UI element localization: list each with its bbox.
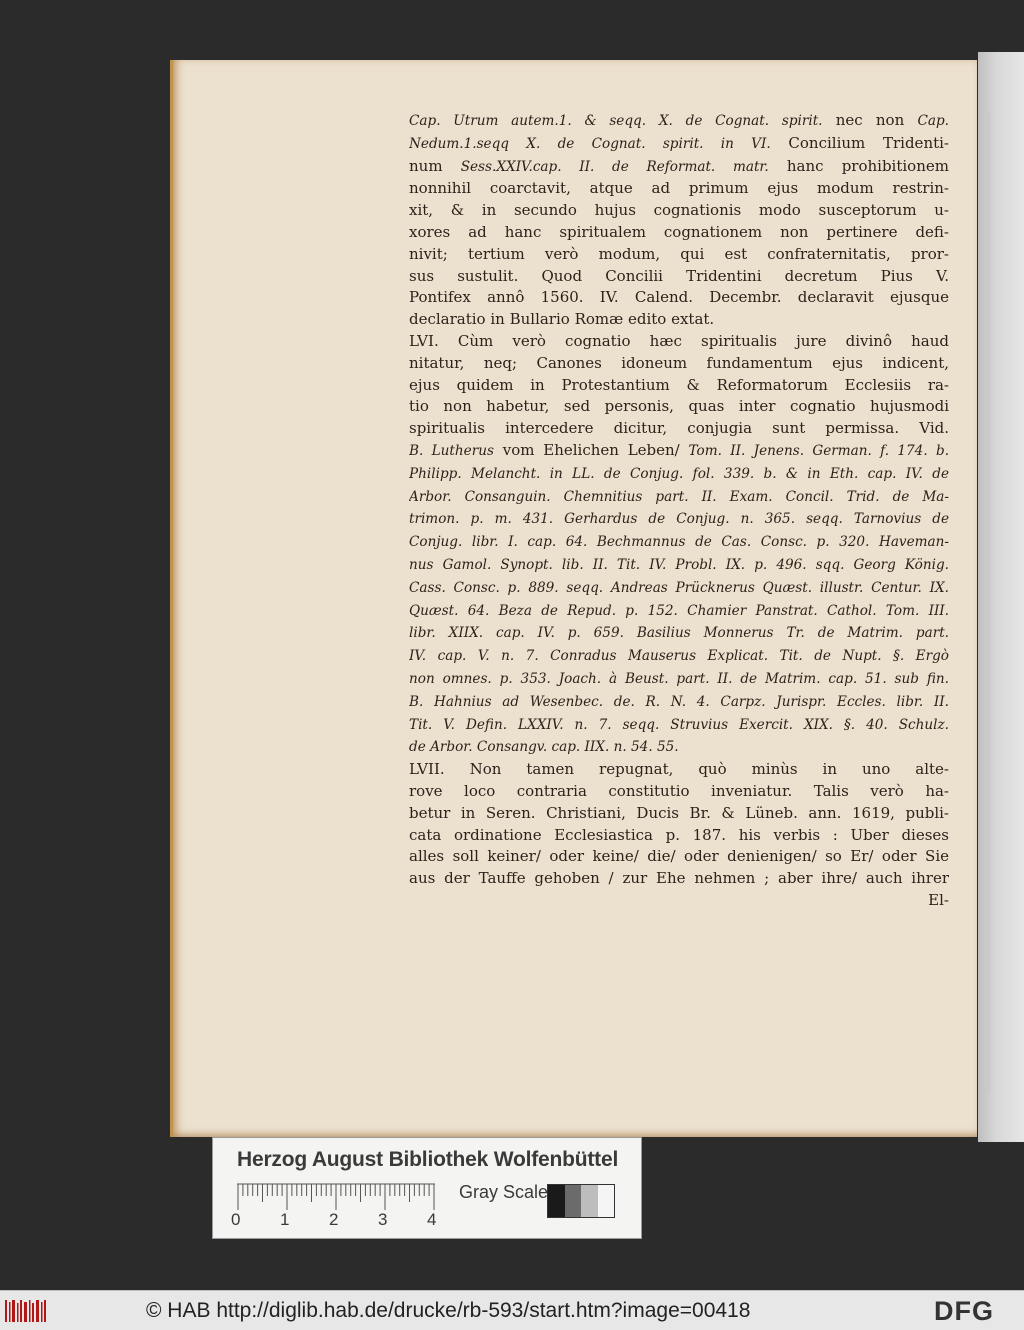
text-run: ejus quidem in Protestantium & Reformatorum Ecclesiis ra- (409, 375, 949, 394)
copyright-link[interactable]: © HAB http://diglib.hab.de/drucke/rb-593/start.htm?image=00418 (146, 1299, 751, 1322)
text-line (409, 645, 949, 668)
grayscale-swatches (547, 1184, 615, 1218)
text-run: vom Ehelichen Leben/ (493, 440, 689, 459)
text-line (409, 759, 949, 781)
italic-citation: nus Gamol. Synopt. lib. II. Tit. IV. Probl. IX. p. 496. sqq. Georg König. (409, 556, 949, 573)
text-line (409, 463, 949, 486)
text-line (409, 846, 949, 868)
text-line (409, 375, 949, 397)
italic-citation: Tit. V. Defin. LXXIV. n. 7. seqq. Struvius Exercit. XIX. §. 40. Schulz. (409, 716, 949, 733)
italic-citation: Arbor. Consanguin. Chemnitius part. II. Exam. Concil. Trid. de Ma- (409, 488, 949, 505)
scale-number: 2 (329, 1210, 339, 1229)
italic-citation: IV. cap. V. n. 7. Conradus Mauserus Explicat. Tit. de Nupt. §. Ergò (409, 648, 949, 665)
adjacent-page-edge (978, 52, 1024, 1142)
text-line (409, 600, 949, 623)
text-line (409, 577, 949, 600)
text-line (409, 803, 949, 825)
scale-ruler (237, 1182, 437, 1210)
italic-citation: Philipp. Melancht. in LL. de Conjug. fol. 339. b. & in Eth. cap. IV. de (409, 465, 949, 482)
grayscale-swatch (581, 1185, 598, 1217)
text-run: alles soll keiner/ oder keine/ die/ oder denienigen/ so Er/ oder Sie (409, 847, 949, 866)
italic-citation: Nedum.1.seqq X. de Cognat. spirit. in VI. (409, 135, 771, 152)
text-line (409, 156, 949, 179)
text-line (409, 110, 949, 133)
text-run: rove loco contraria constitutio inveniatur. Talis verò ha- (409, 781, 949, 800)
scale-number: 3 (378, 1210, 388, 1229)
text-run: nec non (822, 111, 918, 129)
text-line (409, 440, 949, 463)
italic-citation: Cap. Utrum autem.1. & seqq. X. de Cognat. spirit. (409, 113, 823, 129)
text-run: betur in Seren. Christiani, Ducis Br. & Lüneb. ann. 1619, publi- (409, 803, 949, 822)
italic-citation: libr. XIIX. cap. IV. p. 659. Basilius Monnerus Tr. de Matrim. part. (409, 625, 949, 642)
text-line (409, 309, 949, 331)
text-run: nivit; tertium verò modum, qui est confraternitatis, pror- (409, 244, 949, 263)
text-line (409, 554, 949, 577)
text-line (409, 353, 949, 375)
grayscale-swatch (565, 1185, 582, 1217)
text-line (409, 781, 949, 803)
italic-citation: trimon. p. m. 431. Gerhardus de Conjug. n. 365. seqq. Tarnovius de (409, 511, 949, 528)
text-run: cata ordinatione Ecclesiastica p. 187. his verbis : Uber dieses (409, 825, 949, 844)
text-run: nitatur, neq; Canones idoneum fundamentum ejus indicent, (409, 353, 949, 372)
text-line (409, 244, 949, 266)
text-line (409, 287, 949, 309)
text-run: sus sustulit. Quod Concilii Tridentini decretum Pius V. (409, 266, 949, 285)
text-line (409, 331, 949, 353)
text-line (409, 178, 949, 200)
italic-citation: Cap. (917, 113, 949, 129)
grayscale-swatch (548, 1185, 565, 1217)
text-run: aus der Tauffe gehoben / zur Ehe nehmen ; aber ihre/ auch ihrer (409, 869, 949, 888)
text-line (409, 868, 949, 890)
footer-bar (0, 1290, 1024, 1330)
italic-citation: B. Hahnius ad Wesenbec. de. R. N. 4. Carpz. Jurispr. Eccles. libr. II. (409, 693, 949, 710)
italic-citation: B. Lutherus (409, 442, 494, 459)
text-line (409, 825, 949, 847)
text-line (409, 222, 949, 244)
text-run: tio non habetur, sed personis, quas inter cognatio hujusmodi (409, 397, 949, 416)
text-line (409, 714, 949, 737)
text-run: xit, & in secundo hujus cognationis modo susceptorum u- (409, 201, 949, 220)
italic-citation: Sess.XXIV.cap. II. de Reformat. matr. (460, 158, 769, 175)
italic-citation: non omnes. p. 353. Joach. à Beust. part. II. de Matrim. cap. 51. sub fin. (409, 670, 949, 687)
grayscale-label: Gray Scale (459, 1182, 549, 1202)
italic-citation: Quæst. 64. Beza de Repud. p. 152. Chamier Panstrat. Cathol. Tom. III. (409, 602, 949, 619)
text-line (409, 266, 949, 288)
text-line (409, 531, 949, 554)
text-line (409, 418, 949, 440)
text-run: declaratio in Bullario Romæ edito extat. (409, 310, 715, 329)
page-text (409, 110, 949, 912)
text-line (409, 396, 949, 418)
text-run: LVI. Cùm verò cognatio hæc spiritualis jure divinô haud (409, 331, 949, 350)
text-line (409, 668, 949, 691)
italic-citation: Conjug. libr. I. cap. 64. Bechmannus de Cas. Consc. p. 320. Haveman- (409, 534, 949, 551)
text-line (409, 133, 949, 156)
scale-number: 0 (231, 1210, 241, 1229)
text-run: nonnihil coarctavit, atque ad primum ejus modum restrin- (409, 179, 949, 198)
text-run: hanc prohibitionem (768, 156, 949, 175)
book-page (173, 60, 977, 1137)
text-run: spiritualis intercedere dicitur, conjugia sunt permissa. Vid. (409, 419, 949, 438)
calibration-card (212, 1137, 642, 1239)
italic-citation: Cass. Consc. p. 889. seqq. Andreas Prücknerus Quæst. illustr. Centur. IX. (409, 579, 949, 596)
library-title: Herzog August Bibliothek Wolfenbüttel (237, 1148, 619, 1171)
text-line (409, 200, 949, 222)
text-run: num (409, 156, 461, 175)
catchword: El- (928, 890, 949, 909)
text-line (409, 691, 949, 714)
text-line (409, 486, 949, 509)
scale-number: 4 (427, 1210, 437, 1229)
text-run: xores ad hanc spiritualem cognationem non pertinere defi- (409, 222, 949, 241)
scale-numbers (231, 1210, 461, 1232)
text-line (409, 622, 949, 645)
text-line (409, 736, 949, 759)
italic-citation: Tom. II. Jenens. German. f. 174. b. (688, 442, 949, 459)
text-line (409, 508, 949, 531)
grayscale-swatch (598, 1185, 615, 1217)
barcode-icon (4, 1298, 48, 1324)
dfg-logo: DFG (934, 1296, 994, 1326)
text-run: Pontifex annô 1560. IV. Calend. Decembr. declaravit ejusque (409, 288, 949, 307)
scale-number: 1 (280, 1210, 290, 1229)
text-run: Concilium Tridenti- (770, 133, 949, 152)
italic-citation: de Arbor. Consangv. cap. IIX. n. 54. 55. (409, 739, 679, 756)
text-run: LVII. Non tamen repugnat, quò minùs in uno alte- (409, 760, 949, 779)
